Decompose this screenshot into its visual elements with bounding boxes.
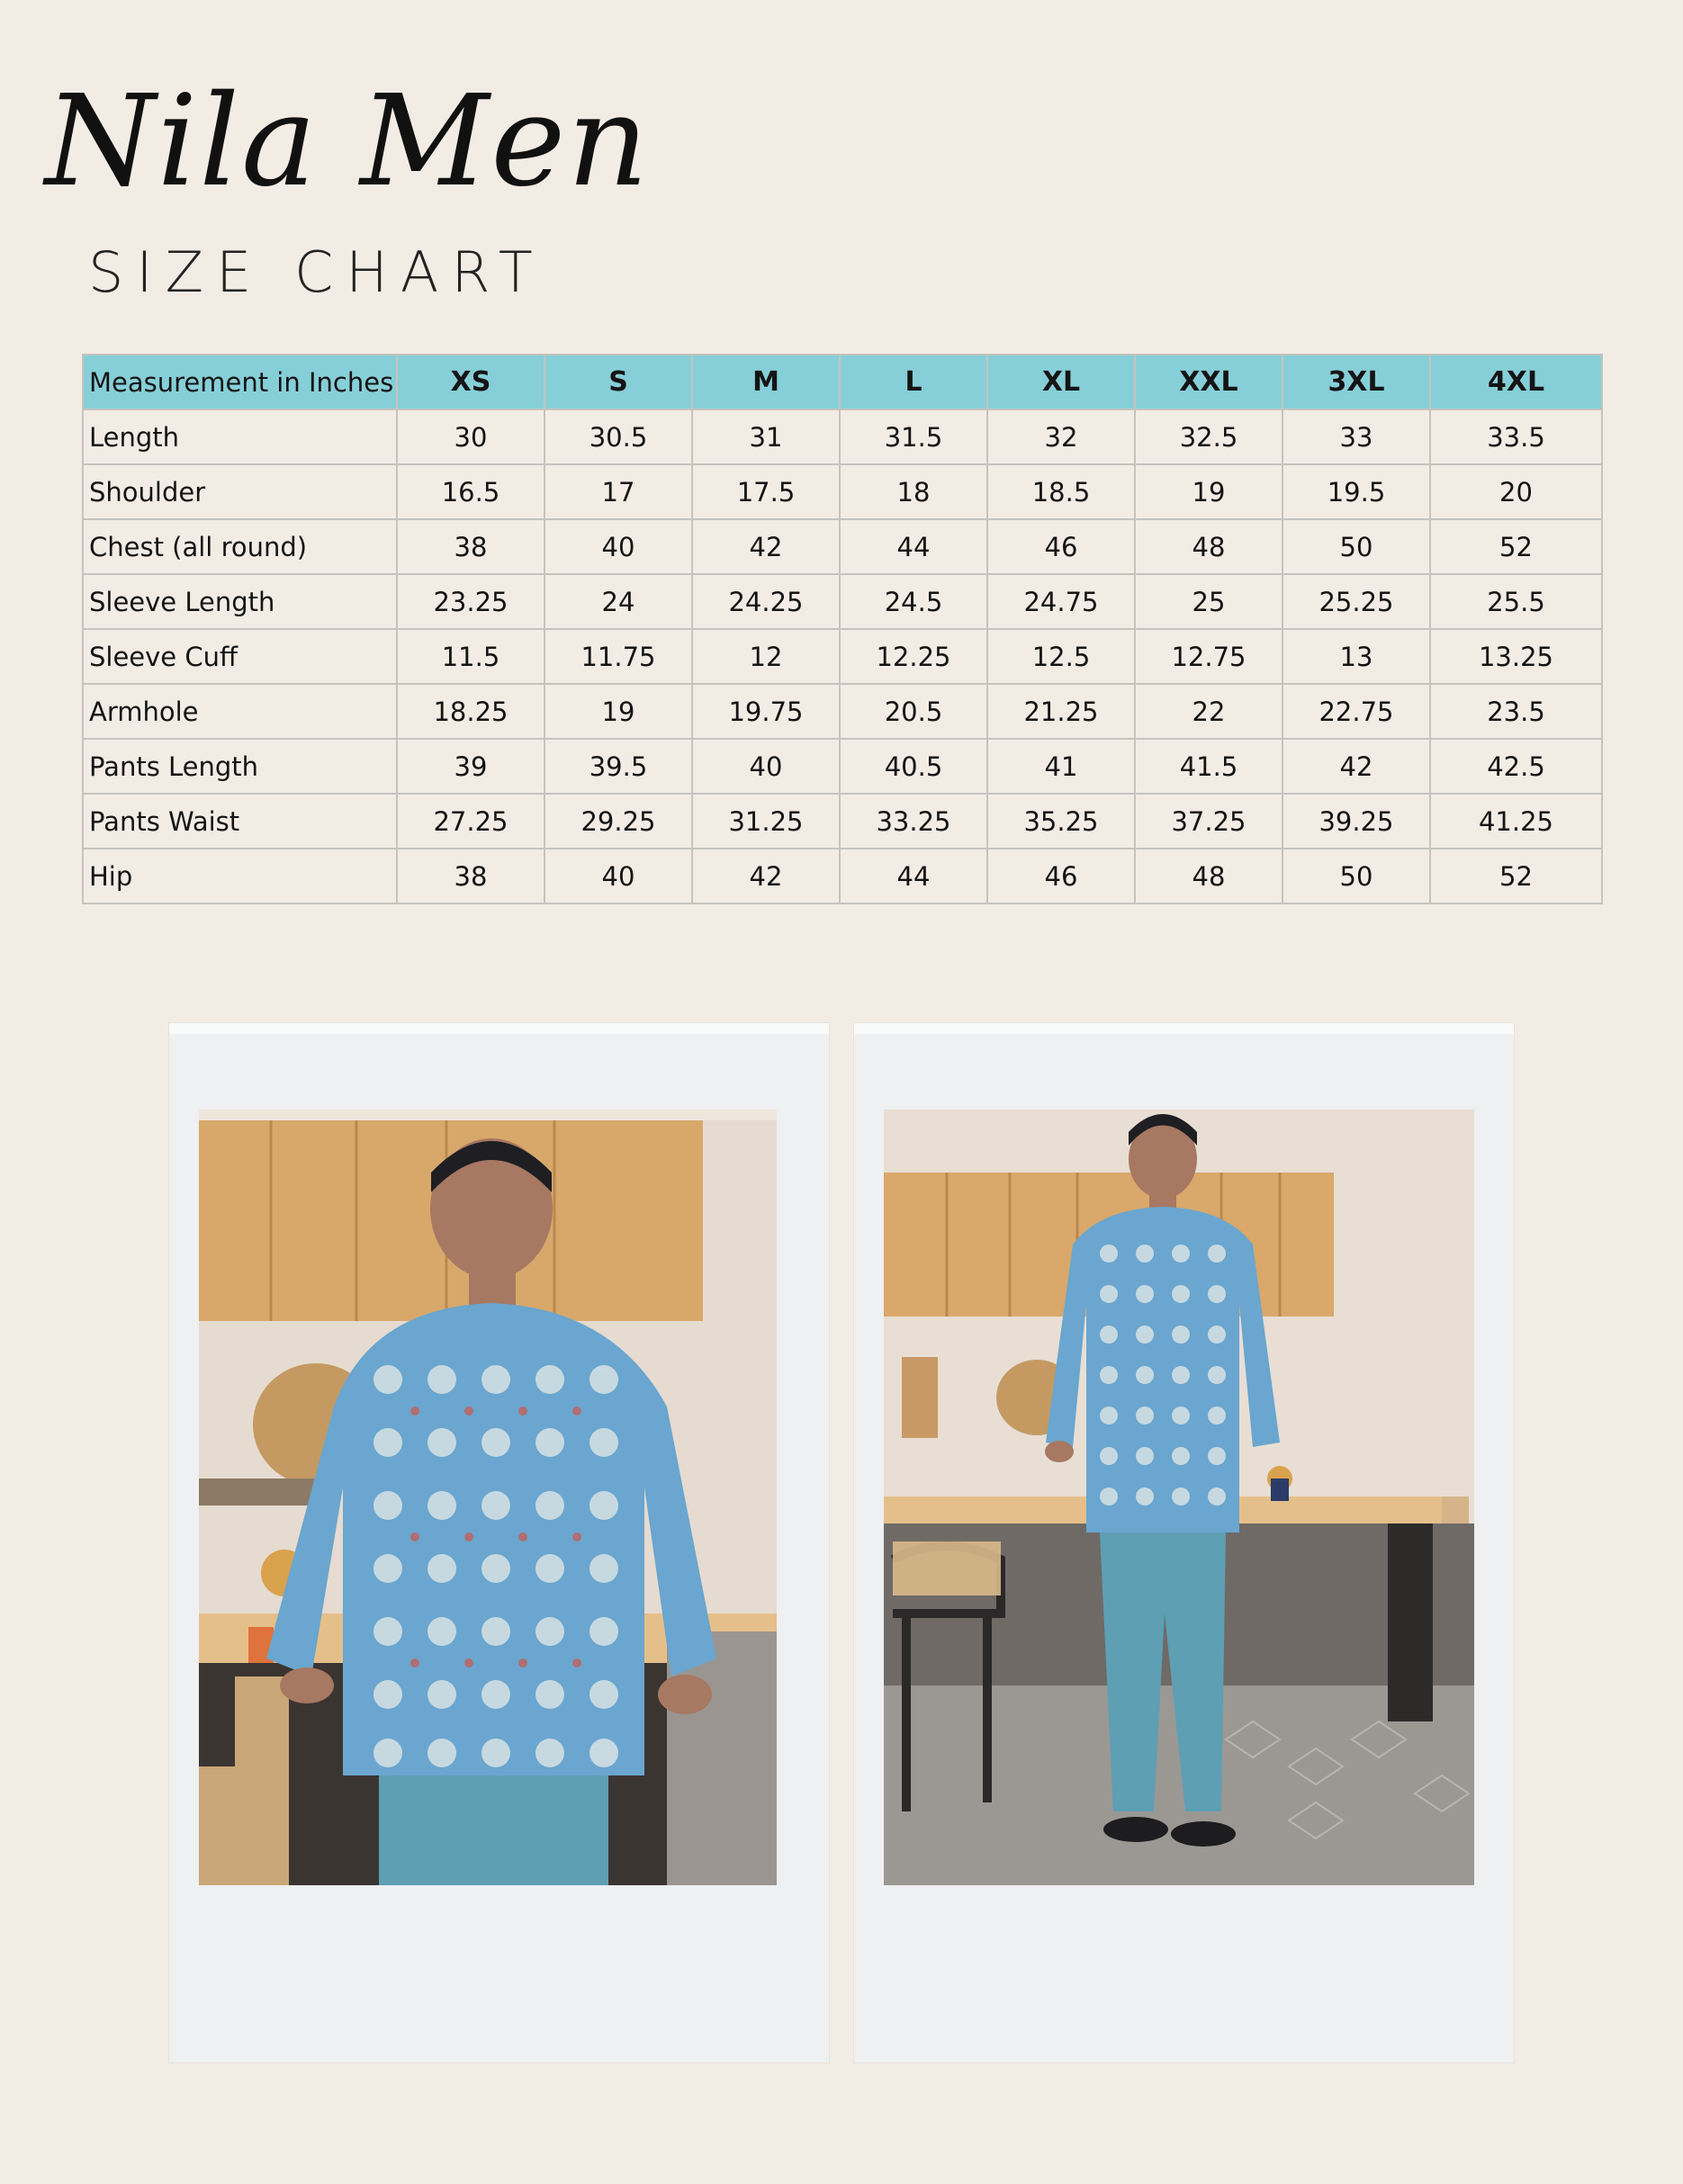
measurement-value: 21.25: [987, 684, 1135, 739]
measurement-value: 12: [692, 629, 840, 684]
table-row: [83, 574, 1602, 629]
measurement-label: Chest (all round): [83, 519, 397, 574]
measurement-value: 41: [987, 739, 1135, 794]
size-chart-table: [82, 354, 1603, 904]
measurement-value: 13: [1282, 629, 1430, 684]
model-leaning-on-table-photo: [199, 1110, 777, 1885]
size-header: 4XL: [1430, 355, 1602, 409]
size-header: M: [692, 355, 840, 409]
measurement-value: 30.5: [544, 409, 692, 464]
measurement-value: 20.5: [840, 684, 987, 739]
measurement-value: 33.25: [840, 794, 987, 849]
measurement-value: 48: [1135, 519, 1282, 574]
measurement-label: Length: [83, 409, 397, 464]
measurement-value: 24.5: [840, 574, 987, 629]
measurement-value: 35.25: [987, 794, 1135, 849]
measurement-value: 25: [1135, 574, 1282, 629]
table-row: [83, 684, 1602, 739]
measurement-value: 52: [1430, 849, 1602, 903]
size-header: XS: [397, 355, 544, 409]
measurement-value: 27.25: [397, 794, 544, 849]
measurement-value: 24.25: [692, 574, 840, 629]
measurement-value: 24: [544, 574, 692, 629]
measurement-value: 17: [544, 464, 692, 519]
measurement-value: 16.5: [397, 464, 544, 519]
measurement-value: 31.25: [692, 794, 840, 849]
measurement-unit-header: Measurement in Inches: [83, 355, 397, 409]
measurement-value: 40.5: [840, 739, 987, 794]
measurement-label: Armhole: [83, 684, 397, 739]
measurement-value: 29.25: [544, 794, 692, 849]
tape-strip: [854, 1023, 1514, 1034]
size-header: XXL: [1135, 355, 1282, 409]
measurement-value: 18.25: [397, 684, 544, 739]
measurement-value: 13.25: [1430, 629, 1602, 684]
measurement-value: 50: [1282, 519, 1430, 574]
photo-illustration: [884, 1110, 1474, 1885]
measurement-value: 42: [692, 519, 840, 574]
measurement-value: 19.5: [1282, 464, 1430, 519]
measurement-value: 37.25: [1135, 794, 1282, 849]
measurement-value: 18: [840, 464, 987, 519]
size-header: XL: [987, 355, 1135, 409]
measurement-value: 25.25: [1282, 574, 1430, 629]
measurement-value: 31: [692, 409, 840, 464]
measurement-value: 44: [840, 849, 987, 903]
measurement-value: 41.5: [1135, 739, 1282, 794]
size-chart-subtitle: SIZE CHART: [88, 239, 545, 305]
measurement-value: 41.25: [1430, 794, 1602, 849]
table-row: [83, 519, 1602, 574]
measurement-value: 39: [397, 739, 544, 794]
table-row: [83, 464, 1602, 519]
tape-strip: [169, 1023, 829, 1034]
measurement-value: 19: [1135, 464, 1282, 519]
measurement-value: 18.5: [987, 464, 1135, 519]
measurement-value: 12.25: [840, 629, 987, 684]
measurement-value: 25.5: [1430, 574, 1602, 629]
measurement-label: Shoulder: [83, 464, 397, 519]
measurement-value: 19.75: [692, 684, 840, 739]
model-standing-full-body-photo: [884, 1110, 1474, 1885]
measurement-value: 33: [1282, 409, 1430, 464]
table-row: [83, 629, 1602, 684]
measurement-value: 50: [1282, 849, 1430, 903]
size-header: 3XL: [1282, 355, 1430, 409]
measurement-value: 11.5: [397, 629, 544, 684]
measurement-value: 11.75: [544, 629, 692, 684]
measurement-value: 12.5: [987, 629, 1135, 684]
measurement-value: 31.5: [840, 409, 987, 464]
measurement-value: 22: [1135, 684, 1282, 739]
measurement-value: 38: [397, 849, 544, 903]
measurement-value: 39.25: [1282, 794, 1430, 849]
measurement-value: 22.75: [1282, 684, 1430, 739]
measurement-value: 46: [987, 519, 1135, 574]
measurement-label: Sleeve Length: [83, 574, 397, 629]
measurement-value: 42.5: [1430, 739, 1602, 794]
measurement-value: 52: [1430, 519, 1602, 574]
measurement-value: 24.75: [987, 574, 1135, 629]
measurement-value: 46: [987, 849, 1135, 903]
measurement-value: 12.75: [1135, 629, 1282, 684]
measurement-value: 38: [397, 519, 544, 574]
measurement-value: 23.25: [397, 574, 544, 629]
measurement-value: 44: [840, 519, 987, 574]
measurement-value: 40: [692, 739, 840, 794]
table-row: [83, 739, 1602, 794]
measurement-label: Pants Length: [83, 739, 397, 794]
measurement-label: Hip: [83, 849, 397, 903]
measurement-label: Pants Waist: [83, 794, 397, 849]
measurement-value: 30: [397, 409, 544, 464]
measurement-value: 42: [1282, 739, 1430, 794]
size-header: L: [840, 355, 987, 409]
measurement-value: 32: [987, 409, 1135, 464]
polaroid-frame-left: [169, 1023, 829, 2063]
table-header-row: [83, 355, 1602, 409]
measurement-value: 32.5: [1135, 409, 1282, 464]
table-row: [83, 794, 1602, 849]
measurement-value: 20: [1430, 464, 1602, 519]
polaroid-frame-right: [854, 1023, 1514, 2063]
measurement-label: Sleeve Cuff: [83, 629, 397, 684]
measurement-value: 39.5: [544, 739, 692, 794]
table-row: [83, 849, 1602, 903]
measurement-value: 19: [544, 684, 692, 739]
measurement-value: 40: [544, 519, 692, 574]
brand-title: Nila Men: [45, 68, 651, 215]
photo-illustration: [199, 1110, 777, 1885]
measurement-value: 40: [544, 849, 692, 903]
table-row: [83, 409, 1602, 464]
measurement-value: 23.5: [1430, 684, 1602, 739]
size-header: S: [544, 355, 692, 409]
measurement-value: 48: [1135, 849, 1282, 903]
measurement-value: 33.5: [1430, 409, 1602, 464]
measurement-value: 17.5: [692, 464, 840, 519]
measurement-value: 42: [692, 849, 840, 903]
